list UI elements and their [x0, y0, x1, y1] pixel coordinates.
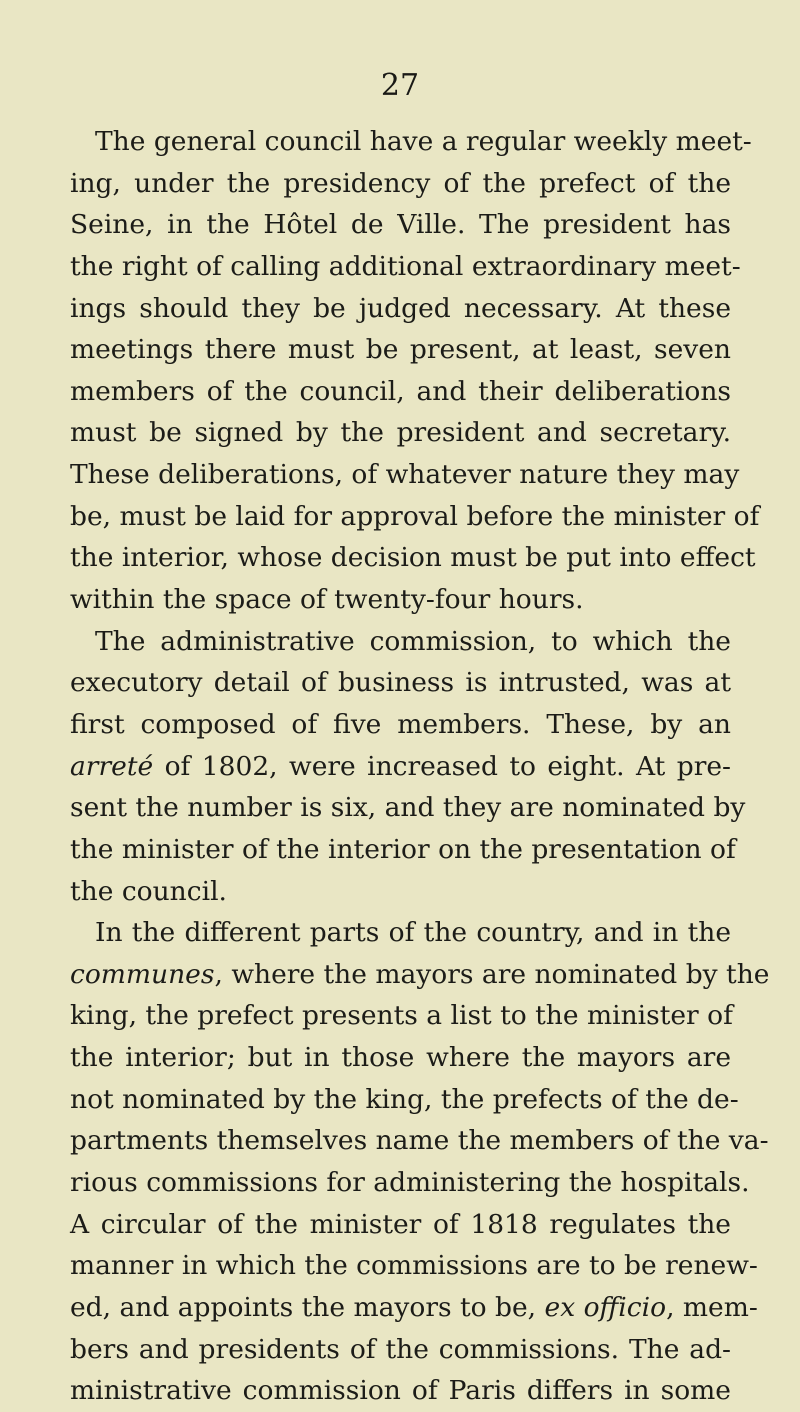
text-line: executory detail of business is intrusted, was at: [70, 667, 731, 699]
text-run: of 1802, were increased to eight. At pre-: [153, 750, 731, 782]
text-line: These deliberations, of whatever nature they may: [70, 459, 740, 491]
text-line: not nominated by the king, the prefects of the de-: [70, 1083, 739, 1115]
text-line: A circular of the minister of 1818 regulates the: [70, 1208, 731, 1240]
text-line: members of the council, and their deliberations: [70, 375, 731, 407]
text-line: within the space of twenty-four hours.: [70, 584, 584, 616]
text-line: manner in which the commissions are to be renew-: [70, 1250, 758, 1282]
text-line: ings should they be judged necessary. At these: [70, 292, 731, 324]
text-run: ed, and appoints the mayors to be,: [70, 1291, 545, 1323]
text-line: [70, 1287, 758, 1329]
text-line: king, the prefect presents a list to the minister of: [70, 1000, 733, 1032]
text-line: sent the number is six, and they are nominated by: [70, 792, 746, 824]
text-line: The administrative commission, to which the: [95, 625, 731, 657]
text-line: bers and presidents of the commissions. The ad-: [70, 1333, 731, 1365]
italic-term: ex officio: [544, 1291, 667, 1323]
italic-term: arreté: [70, 750, 154, 782]
text-line: rious commissions for administering the hospitals.: [70, 1167, 750, 1199]
page-number: 27: [380, 68, 420, 103]
text-line: ministrative commission of Paris differs in some: [70, 1375, 731, 1407]
text-line: ing, under the presidency of the prefect of the: [70, 167, 731, 199]
text-line: the right of calling additional extraordinary meet-: [70, 250, 741, 282]
italic-term: communes: [70, 958, 215, 990]
text-run: , where the mayors are nominated by the: [214, 958, 770, 990]
text-line: Seine, in the Hôtel de Ville. The president has: [70, 209, 731, 241]
text-line: The general council have a regular weekly meet-: [95, 126, 752, 157]
text-line: partments themselves name the members of the va-: [70, 1125, 769, 1157]
text-line: be, must be laid for approval before the minister of: [70, 500, 760, 532]
text-line: In the different parts of the country, and in the: [95, 917, 731, 949]
text-line: first composed of five members. These, by an: [70, 708, 731, 740]
text-line: the council.: [70, 875, 227, 907]
text-line: must be signed by the president and secretary.: [70, 417, 731, 449]
text-line: [70, 954, 770, 996]
text-line: the interior; but in those where the mayors are: [70, 1042, 731, 1074]
text-line: the minister of the interior on the presentation of: [70, 833, 736, 865]
text-line: the interior, whose decision must be put into effect: [70, 542, 756, 574]
body-text: [70, 121, 770, 1412]
text-run: , mem-: [666, 1291, 758, 1323]
text-line: meetings there must be present, at least, seven: [70, 334, 731, 366]
text-line: [70, 746, 731, 788]
